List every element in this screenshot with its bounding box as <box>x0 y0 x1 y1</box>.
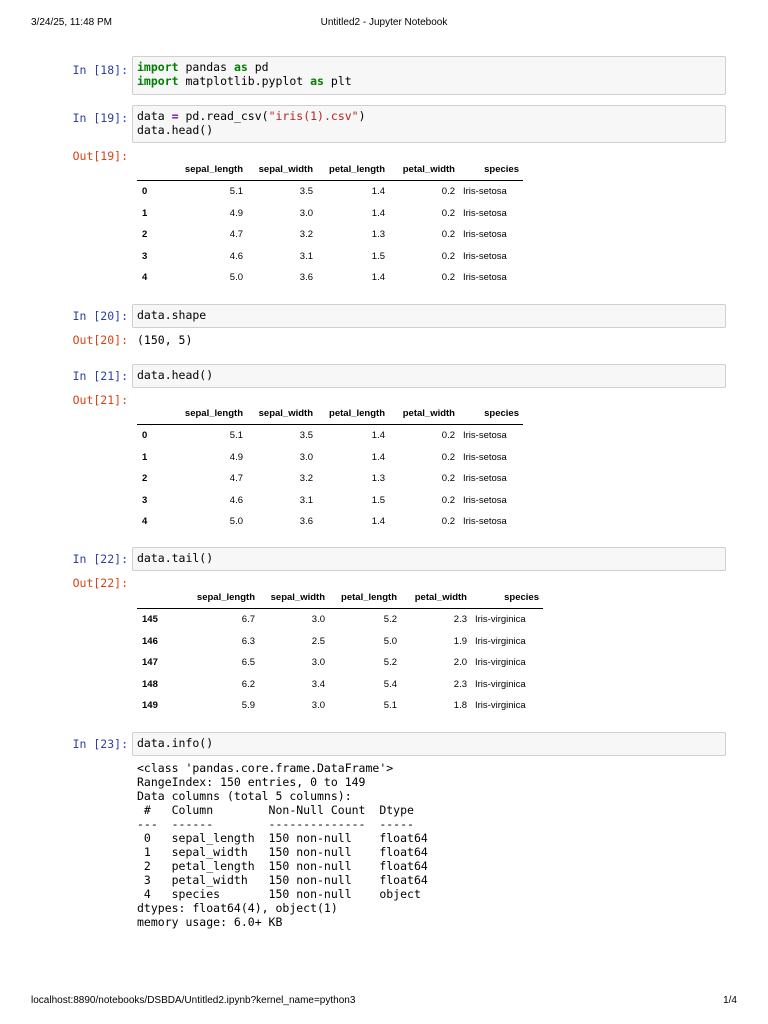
column-header: species <box>471 586 543 609</box>
table-row <box>137 224 523 246</box>
table-row <box>137 652 543 674</box>
info-output: <class 'pandas.core.frame.DataFrame'> RangeIndex: 150 entries, 0 to 149 Data columns (total 5 columns): # Column Non-Null Count Dtype --- ------ -------------- ----- 0 sepal_length 150 non-null float64 1 sepal_width 150 non-null float64 2 petal_length 150 non-null float64 3 petal_width 150 non-null float64 4 species 150 non-null object dtypes: float64(4), object(1) memory usage: 6.0+ KB <box>137 761 428 929</box>
table-row <box>137 181 523 203</box>
row-index: 0 <box>142 186 148 198</box>
table-cell: 5.2 <box>383 614 397 626</box>
code-text: data.info() <box>137 736 214 750</box>
table-cell: 1.8 <box>453 700 467 712</box>
table-header-row <box>137 402 523 425</box>
code-input[interactable] <box>132 105 726 143</box>
table-cell: 2.0 <box>453 657 467 669</box>
page-url: localhost:8890/notebooks/DSBDA/Untitled2.ipynb?kernel_name=python3 <box>31 995 356 1006</box>
table-cell: 1.9 <box>453 635 467 647</box>
table-cell: 6.7 <box>241 614 255 626</box>
column-header: sepal_width <box>259 586 329 609</box>
code-text: matplotlib.pyplot <box>178 74 311 88</box>
table-row <box>137 447 523 469</box>
row-index: 1 <box>142 451 148 463</box>
table-cell: 3.0 <box>299 207 313 219</box>
table-cell: 2.5 <box>311 635 325 647</box>
table-header-row <box>137 586 543 609</box>
column-header: species <box>459 158 523 181</box>
table-cell: 3.1 <box>299 494 313 506</box>
table-cell: 3.0 <box>311 614 325 626</box>
column-header: petal_length <box>317 158 389 181</box>
table-cell: 0.2 <box>441 516 455 528</box>
code-input[interactable] <box>132 304 726 328</box>
row-index: 4 <box>142 516 148 528</box>
table-cell: 1.4 <box>371 207 385 219</box>
table-cell: 1.4 <box>371 272 385 284</box>
code-text: pandas <box>178 60 234 74</box>
table-cell: 3.5 <box>299 430 313 442</box>
column-header: sepal_width <box>247 158 317 181</box>
column-header: sepal_length <box>159 402 247 425</box>
table-cell: 0.2 <box>441 250 455 262</box>
table-cell: 5.2 <box>383 657 397 669</box>
print-header <box>31 17 737 31</box>
page-number: 1/4 <box>723 995 737 1006</box>
table-cell: 3.6 <box>299 516 313 528</box>
table-cell: 1.4 <box>371 516 385 528</box>
dataframe-head-table <box>137 402 523 533</box>
in-prompt: In [23]: <box>72 737 128 751</box>
table-cell: 3.2 <box>299 473 313 485</box>
table-cell: 3.5 <box>299 186 313 198</box>
table-row <box>137 468 523 490</box>
table-cell: 3.6 <box>299 272 313 284</box>
table-cell: 0.2 <box>441 430 455 442</box>
column-header: petal_length <box>329 586 401 609</box>
table-cell: 4.9 <box>229 207 243 219</box>
column-header: species <box>459 402 523 425</box>
table-cell: 1.4 <box>371 186 385 198</box>
row-index: 3 <box>142 250 148 262</box>
code-input[interactable] <box>132 56 726 95</box>
table-cell: Iris-setosa <box>463 430 507 442</box>
table-cell: 5.0 <box>383 635 397 647</box>
table-row <box>137 203 523 225</box>
table-cell: 4.6 <box>229 250 243 262</box>
table-row <box>137 609 543 631</box>
row-index: 0 <box>142 430 148 442</box>
column-header: sepal_width <box>247 402 317 425</box>
in-prompt: In [18]: <box>72 63 128 77</box>
code-text: pd.read_csv( <box>178 109 269 123</box>
print-datetime: 3/24/25, 11:48 PM <box>31 17 112 28</box>
table-cell: 0.2 <box>441 494 455 506</box>
row-index: 4 <box>142 272 148 284</box>
row-index: 2 <box>142 473 148 485</box>
code-text: data.shape <box>137 308 207 322</box>
in-prompt: In [22]: <box>72 552 128 566</box>
column-header: petal_width <box>389 402 459 425</box>
in-prompt: In [20]: <box>72 309 128 323</box>
row-index: 1 <box>142 207 148 219</box>
table-cell: Iris-virginica <box>475 614 526 626</box>
code-text: plt <box>323 74 352 88</box>
table-row <box>137 511 523 533</box>
table-cell: 5.0 <box>229 272 243 284</box>
column-header <box>137 158 159 181</box>
table-cell: Iris-setosa <box>463 229 507 241</box>
keyword: import <box>137 74 179 88</box>
code-text: data <box>137 109 172 123</box>
table-cell: Iris-setosa <box>463 516 507 528</box>
table-cell: 5.1 <box>229 430 243 442</box>
code-text: pd <box>247 60 269 74</box>
table-row <box>137 674 543 696</box>
table-cell: 4.7 <box>229 473 243 485</box>
row-index: 3 <box>142 494 148 506</box>
table-cell: 1.5 <box>371 250 385 262</box>
shape-output: (150, 5) <box>137 333 193 347</box>
table-cell: 0.2 <box>441 229 455 241</box>
table-cell: 3.1 <box>299 250 313 262</box>
code-input[interactable] <box>132 547 726 571</box>
table-cell: Iris-setosa <box>463 250 507 262</box>
notebook-title: Untitled2 - Jupyter Notebook <box>320 17 448 28</box>
column-header <box>137 586 171 609</box>
in-prompt: In [19]: <box>72 111 128 125</box>
operator: = <box>171 109 179 123</box>
table-cell: 3.2 <box>299 229 313 241</box>
code-text: data.head() <box>137 123 214 137</box>
column-header: petal_width <box>389 158 459 181</box>
table-cell: Iris-virginica <box>475 635 526 647</box>
table-cell: 3.0 <box>311 700 325 712</box>
code-text: data.tail() <box>137 551 214 565</box>
out-prompt: Out[19]: <box>72 149 128 163</box>
out-prompt: Out[22]: <box>72 576 128 590</box>
column-header: sepal_length <box>171 586 259 609</box>
table-cell: Iris-setosa <box>463 272 507 284</box>
table-cell: 5.1 <box>383 700 397 712</box>
code-input[interactable] <box>132 364 726 388</box>
table-cell: 2.3 <box>453 614 467 626</box>
table-cell: Iris-virginica <box>475 657 526 669</box>
table-cell: Iris-virginica <box>475 700 526 712</box>
column-header: petal_width <box>401 586 471 609</box>
in-prompt: In [21]: <box>72 369 128 383</box>
table-cell: 0.2 <box>441 451 455 463</box>
table-cell: Iris-setosa <box>463 451 507 463</box>
table-cell: 2.3 <box>453 678 467 690</box>
keyword: as <box>233 60 248 74</box>
table-cell: 6.2 <box>241 678 255 690</box>
table-row <box>137 246 523 268</box>
dataframe-tail-table <box>137 586 543 717</box>
out-prompt: Out[21]: <box>72 393 128 407</box>
string-literal: "iris(1).csv" <box>268 109 359 123</box>
table-cell: 0.2 <box>441 186 455 198</box>
table-cell: 3.0 <box>299 451 313 463</box>
row-index: 145 <box>142 614 158 626</box>
code-text: ) <box>358 109 366 123</box>
table-header-row <box>137 158 523 181</box>
table-cell: 1.4 <box>371 430 385 442</box>
code-input[interactable] <box>132 732 726 756</box>
table-row <box>137 490 523 512</box>
table-cell: 3.4 <box>311 678 325 690</box>
table-cell: 5.4 <box>383 678 397 690</box>
keyword: as <box>310 74 324 88</box>
table-cell: 3.0 <box>311 657 325 669</box>
dataframe-head-table <box>137 158 523 289</box>
table-row <box>137 267 523 289</box>
column-header: petal_length <box>317 402 389 425</box>
table-cell: 6.5 <box>241 657 255 669</box>
table-row <box>137 425 523 447</box>
table-cell: 0.2 <box>441 272 455 284</box>
print-footer <box>31 995 737 1009</box>
row-index: 149 <box>142 700 158 712</box>
row-index: 147 <box>142 657 158 669</box>
table-cell: Iris-virginica <box>475 678 526 690</box>
row-index: 2 <box>142 229 148 241</box>
code-text: data.head() <box>137 368 214 382</box>
table-cell: 5.0 <box>229 516 243 528</box>
table-cell: 5.9 <box>241 700 255 712</box>
table-cell: Iris-setosa <box>463 494 507 506</box>
out-prompt: Out[20]: <box>72 333 128 347</box>
table-cell: 4.9 <box>229 451 243 463</box>
table-cell: 1.4 <box>371 451 385 463</box>
keyword: import <box>137 60 179 74</box>
table-cell: 1.5 <box>371 494 385 506</box>
row-index: 146 <box>142 635 158 647</box>
table-cell: 5.1 <box>229 186 243 198</box>
table-cell: 4.7 <box>229 229 243 241</box>
table-cell: 0.2 <box>441 207 455 219</box>
column-header: sepal_length <box>159 158 247 181</box>
table-cell: 1.3 <box>371 473 385 485</box>
table-row <box>137 695 543 717</box>
table-cell: 4.6 <box>229 494 243 506</box>
table-cell: 6.3 <box>241 635 255 647</box>
table-cell: 1.3 <box>371 229 385 241</box>
table-cell: Iris-setosa <box>463 473 507 485</box>
table-row <box>137 631 543 653</box>
table-cell: 0.2 <box>441 473 455 485</box>
column-header <box>137 402 159 425</box>
row-index: 148 <box>142 678 158 690</box>
table-cell: Iris-setosa <box>463 207 507 219</box>
table-cell: Iris-setosa <box>463 186 507 198</box>
